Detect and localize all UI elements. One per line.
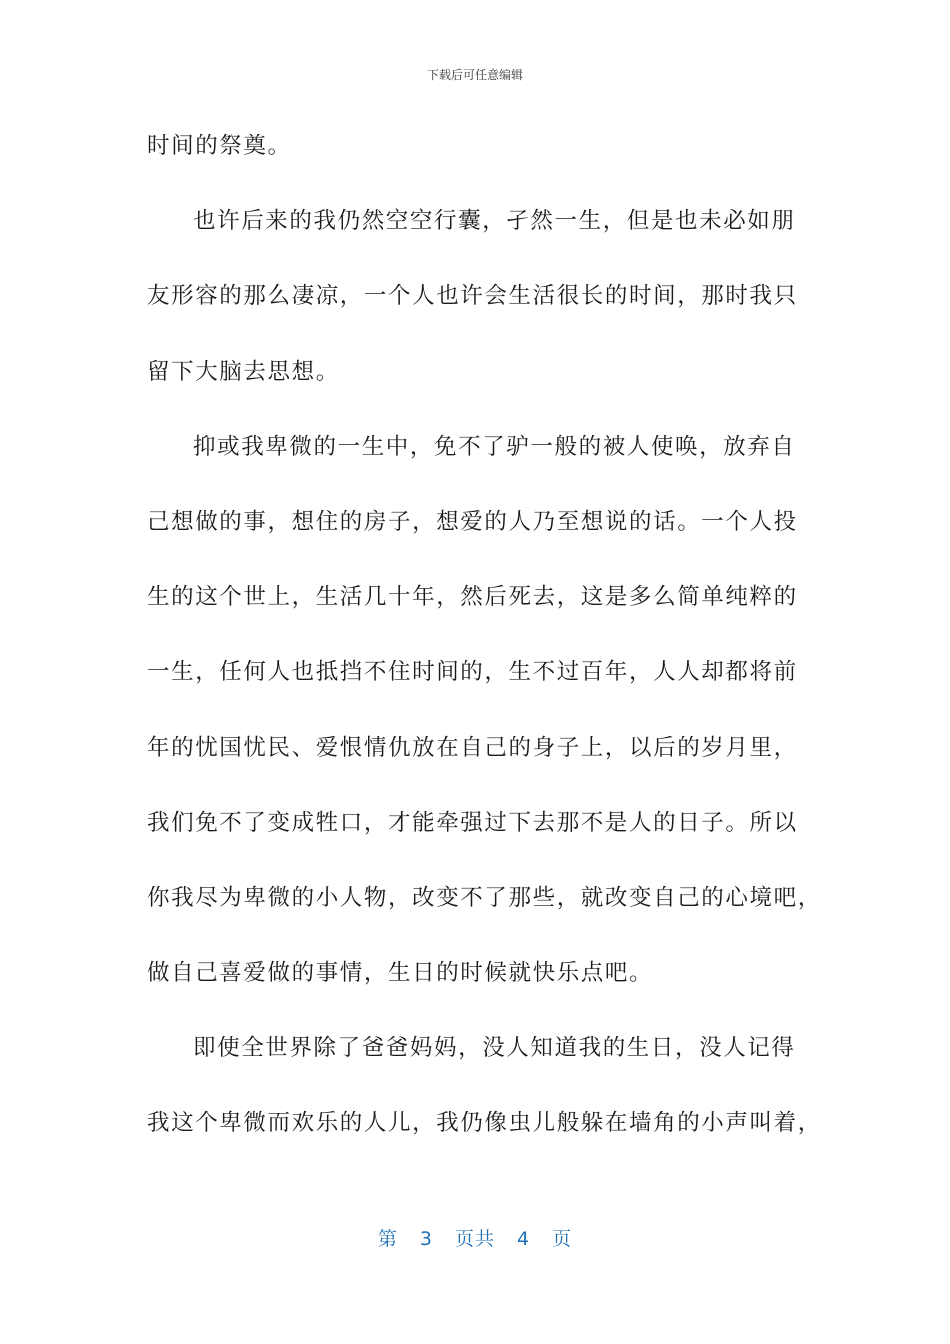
page-header: 下载后可任意编辑 — [426, 68, 523, 82]
text-line: 友形容的那么凄凉，一个人也许会生活很长的时间，那时我只 — [147, 283, 798, 310]
text-line: 生的这个世上，生活几十年，然后死去，这是多么简单纯粹的 — [147, 584, 798, 611]
text-line: 一生，任何人也抵挡不住时间的，生不过百年，人人却都将前 — [147, 659, 798, 686]
current-page-number: 3 — [419, 1228, 433, 1250]
text-line: 留下大脑去思想。 — [147, 358, 340, 385]
text-line: 做自己喜爱做的事情，生日的时候就快乐点吧。 — [147, 960, 654, 987]
text-line: 我们免不了变成牲口，才能牵强过下去那不是人的日子。所以 — [147, 809, 798, 836]
text-line: 即使全世界除了爸爸妈妈，没人知道我的生日，没人记得 — [193, 1035, 796, 1062]
text-line: 抑或我卑微的一生中，免不了驴一般的被人使唤，放弃自 — [193, 433, 796, 460]
page-number-footer — [0, 1224, 950, 1251]
text-line: 年的忧国忧民、爱恨情仇放在自己的身子上，以后的岁月里， — [147, 734, 798, 761]
document-body — [147, 120, 822, 1173]
page-suffix: 页 — [552, 1228, 573, 1250]
page-prefix: 第 — [377, 1228, 398, 1250]
text-line: 你我尽为卑微的小人物，改变不了那些，就改变自己的心境吧， — [147, 884, 822, 911]
total-pages-number: 4 — [517, 1228, 531, 1250]
text-line: 也许后来的我仍然空空行囊，孑然一生，但是也未必如朋 — [193, 208, 796, 235]
text-line: 我这个卑微而欢乐的人儿，我仍像虫儿般躲在墙角的小声叫着， — [147, 1110, 822, 1137]
text-line: 时间的祭奠。 — [147, 133, 292, 159]
text-line: 己想做的事，想住的房子，想爱的人乃至想说的话。一个人投 — [147, 508, 798, 535]
page-middle: 页共 — [454, 1228, 495, 1250]
